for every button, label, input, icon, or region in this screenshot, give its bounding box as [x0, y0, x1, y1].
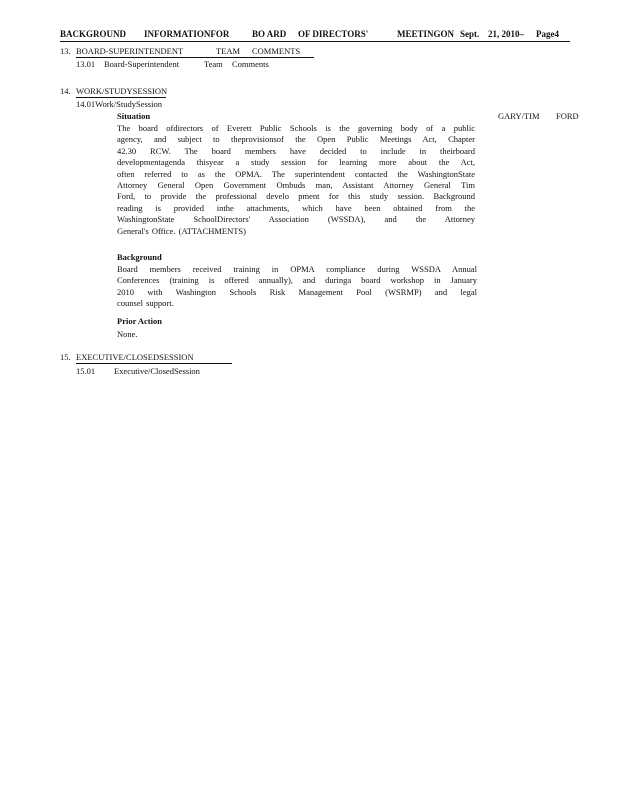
background-paragraph [117, 264, 477, 310]
item-13-01-label-word: Comments [232, 59, 269, 69]
section-15-title: EXECUTIVE/CLOSEDSESSION [76, 352, 194, 362]
section-13-title-word: COMMENTS [252, 46, 301, 56]
section-13-underline [76, 57, 314, 58]
header-word: 21, 2010– [488, 29, 524, 39]
paragraph-line: reading is provided inthe attachments, which have been obtained from the [117, 202, 475, 213]
section-15-number: 15. [60, 352, 71, 362]
section-13-title-word: TEAM [216, 46, 241, 56]
section-13-number: 13. [60, 46, 71, 56]
situation-heading: Situation [117, 111, 151, 121]
header-word: INFORMATIONFOR [144, 29, 230, 39]
paragraph-line: 42.30 RCW. The board members have decided to include in theirboard [117, 145, 475, 156]
paragraph-line: Conferences (training is offered annually), and duringa board workshop in January [117, 275, 477, 286]
paragraph-line: counsel support. [117, 298, 174, 309]
paragraph-line: The board ofdirectors of Everett Public Schools is the governing body of a public [117, 123, 475, 133]
section-14-title: WORK/STUDYSESSION [76, 86, 168, 96]
header-word: MEETINGON [397, 29, 455, 39]
header-word: Page4 [536, 29, 559, 39]
paragraph-line: General's Office. (ATTACHMENTS) [117, 225, 246, 236]
prior-action-text: None. [117, 329, 138, 339]
situation-paragraph [117, 123, 475, 237]
section-13-title: BOARD-SUPERINTENDENT [76, 46, 184, 56]
item-14-01-label: 14.01Work/StudySession [76, 99, 162, 109]
page-header [60, 29, 570, 42]
item-15-01-number: 15.01 [76, 366, 96, 376]
header-word: BO ARD [252, 29, 287, 39]
paragraph-line: agency, and subject to theprovisionsof the Open Public Meetings Act, Chapter [117, 134, 475, 145]
presenter-name: GARY/TIM [498, 111, 540, 121]
paragraph-line: 2010 with Washington Schools Risk Management Pool (WSRMP) and legal [117, 286, 477, 297]
section-14-underline [76, 97, 166, 98]
presenter-name: FORD [556, 111, 579, 121]
paragraph-line: often referred to as the OPMA. The superintendent contacted the WashingtonState [117, 168, 475, 179]
paragraph-line: WashingtonState SchoolDirectors' Association (WSSDA), and the Attorney [117, 214, 475, 225]
paragraph-line: Attorney General Open Government Ombuds man, Assistant Attorney General Tim [117, 180, 475, 191]
paragraph-line: Ford, to provide the professional develo pment for this study session. Background [117, 191, 475, 202]
section-15-underline [76, 363, 232, 364]
header-word: BACKGROUND [60, 29, 127, 39]
item-13-01-label-word: Team [204, 59, 223, 69]
header-word: Sept. [460, 29, 480, 39]
background-heading: Background [117, 252, 162, 262]
prior-action-heading: Prior Action [117, 316, 162, 326]
section-14-number: 14. [60, 86, 71, 96]
paragraph-line: Board members received training in OPMA compliance during WSSDA Annual [117, 264, 477, 274]
item-15-01-label: Executive/ClosedSession [114, 366, 200, 376]
item-13-01-label: Board-Superintendent [104, 59, 180, 69]
item-13-01-number: 13.01 [76, 59, 96, 69]
header-word: OF DIRECTORS' [298, 29, 369, 39]
paragraph-line: developmentagenda thisyear a study session for learning more about the Act, [117, 157, 475, 168]
